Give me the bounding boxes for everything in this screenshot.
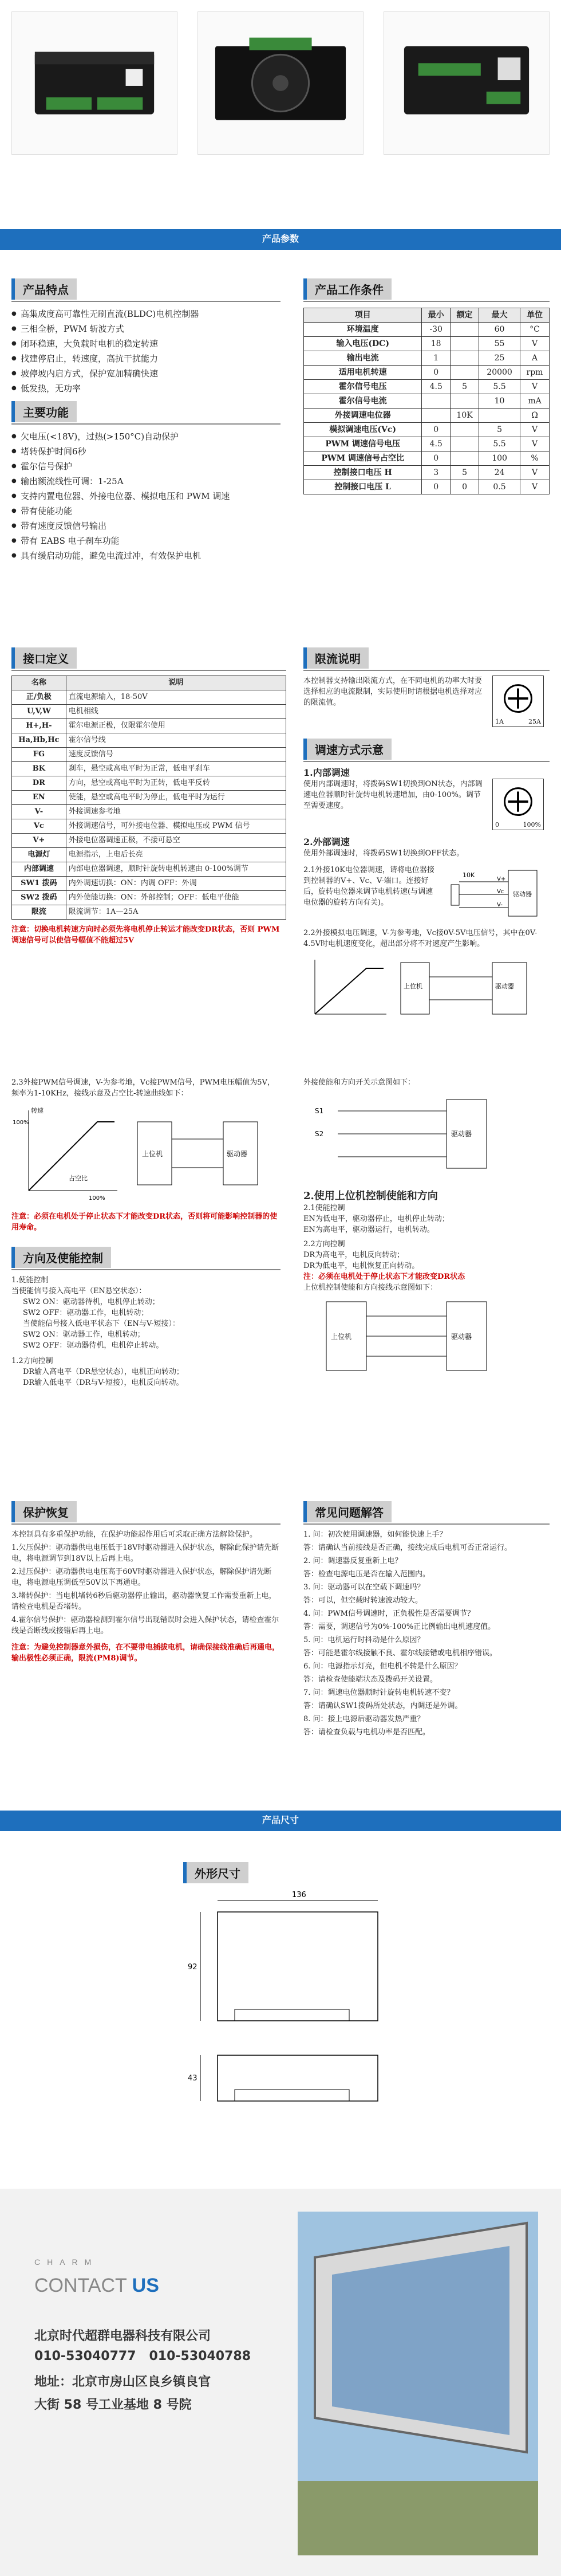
list-item: ● 高集成度高可靠性无刷直流(BLDC)电机控制器 <box>11 307 280 321</box>
list-item: 1.欠压保护：驱动器供电电压低于18V时驱动器进入保护状态，解除此保护请先断电，将电源调节到18V以上后再上电。 <box>11 1544 279 1563</box>
list-item: ● 堵转保护时间6秒 <box>11 444 280 459</box>
table-row <box>12 877 286 891</box>
interface-title: 接口定义 <box>11 647 77 669</box>
table-cell: 0 <box>422 451 451 466</box>
limit-title: 限流说明 <box>303 647 369 669</box>
table-row <box>304 394 550 409</box>
table-cell: 外接调速信号，可外接电位器、模拟电压或 PWM 信号 <box>66 819 286 834</box>
list-item: DR输入低电平（DR与V-短接），电机反向转动。 <box>23 1379 184 1387</box>
pwm-ctrl-label: 上位机 <box>142 1150 163 1158</box>
table-cell: mA <box>520 394 550 409</box>
table-cell: Ω <box>520 409 550 423</box>
billboard-photo <box>298 2212 538 2555</box>
table-cell: V+ <box>12 834 66 848</box>
table-cell: rpm <box>520 366 550 380</box>
product-photo-1 <box>11 11 177 155</box>
list-item: 当使能信号接入低电平状态下（EN与V-短接）： <box>23 1320 180 1328</box>
list-item: 答：可能是霍尔线接触不良、霍尔线接错或电机相序错误。 <box>303 1649 497 1658</box>
pc-c2: 2.2方向控制 <box>303 1240 345 1248</box>
table-cell: 输出电流 <box>304 351 422 366</box>
table-cell <box>451 351 479 366</box>
table-cell: 外接调速电位器 <box>304 409 422 423</box>
table-cell: 100 <box>479 451 520 466</box>
contact-addr1: 地址：北京市房山区良乡镇良官 <box>34 2375 211 2389</box>
contact-phones <box>34 2349 251 2363</box>
enable-note: 注意：必须在电机处于停止状态下才能改变DR状态，否则将可能影响控制器的使用寿命。 <box>11 1212 278 1232</box>
svg-text:V-: V- <box>497 902 503 908</box>
faq-section <box>303 1501 550 1738</box>
table-cell: 环境温度 <box>304 323 422 337</box>
table-cell: 25 <box>479 351 520 366</box>
table-cell <box>451 337 479 351</box>
speed-title: 调速方式示意 <box>303 739 392 760</box>
table-cell: BK <box>12 762 66 776</box>
list-item: ● 输出额流线性可调：1-25A <box>11 474 280 489</box>
table-cell: 60 <box>479 323 520 337</box>
table-row <box>304 480 550 494</box>
list-item: 4.霍尔信号保护：驱动器检测到霍尔信号出现错误时会进入保护状态，请检查霍尔线是否断线或接错后再上电。 <box>11 1616 279 1635</box>
table-cell: V <box>520 466 550 480</box>
features-section <box>11 278 280 396</box>
table-header: 名称 <box>12 676 66 690</box>
dim-depth: 43 <box>188 2074 197 2083</box>
table-cell: V <box>520 337 550 351</box>
list-item: 5. 问：电机运行时抖动是什么原因？ <box>303 1636 425 1644</box>
pc-c2b: DR为低电平，电机恢复正向转动。 <box>303 1262 420 1270</box>
protection-section <box>11 1501 280 1664</box>
table-row <box>304 423 550 437</box>
speed-inner-title: 1.内部调速 <box>303 767 350 778</box>
pwm-text: 2.3外接PWM信号调速，V-为参考地，Vc接PWM信号，PWM电压幅值为5V，频率为1-10KHz，接线示意及占空比-转速曲线如下： <box>11 1078 275 1098</box>
contact-phone1: 010-53040777 <box>34 2349 136 2363</box>
dir-list <box>11 1366 280 1388</box>
table-cell: 限流调节：1A—25A <box>66 905 286 920</box>
table-row <box>12 762 286 776</box>
s1-label: S1 <box>315 1107 324 1115</box>
table-cell <box>451 437 479 451</box>
table-cell: H+,H- <box>12 719 66 733</box>
table-cell: V <box>520 437 550 451</box>
list-item: ● 带有使能功能 <box>11 504 280 519</box>
table-cell <box>422 409 451 423</box>
table-header: 单位 <box>520 308 550 323</box>
speed-dial-icon <box>492 779 544 830</box>
list-item: ● 霍尔信号保护 <box>11 459 280 474</box>
table-cell: 输入电压(DC) <box>304 337 422 351</box>
table-cell: DR <box>12 776 66 791</box>
table-cell: 5 <box>451 380 479 394</box>
pot-label: 10K <box>463 871 475 879</box>
list-item: ● 三相全桥，PWM 斩波方式 <box>11 321 280 336</box>
list-item: 8. 问：接上电源后驱动器发热严重？ <box>303 1715 425 1723</box>
pwm-wiring-diagram <box>126 1105 269 1202</box>
table-row <box>304 466 550 480</box>
switch-wiring-diagram <box>303 1088 544 1180</box>
pwm-y-label: 转速 <box>31 1107 44 1114</box>
list-item: DR输入高电平（DR悬空状态），电机正向转动； <box>23 1368 184 1376</box>
table-cell: 使能，悬空或高电平时为停止，低电平时为运行 <box>66 791 286 805</box>
table-cell: 0.5 <box>479 480 520 494</box>
list-item: ● 闭环稳速，大负载时电机的稳定转速 <box>11 336 280 351</box>
table-row <box>12 862 286 877</box>
table-row <box>304 323 550 337</box>
table-cell: 速度反馈信号 <box>66 748 286 762</box>
contact-phone2: 010-53040788 <box>149 2349 251 2363</box>
table-cell <box>451 366 479 380</box>
list-item: ● 找建停启止，转速度，高抗干扰能力 <box>11 351 280 366</box>
table-row <box>304 337 550 351</box>
table-header: 最大 <box>479 308 520 323</box>
list-item: 2.过压保护：驱动器供电电压高于60V时驱动器进入保护状态，解除保护请先断电，将电源电压调低至50V以下再通电。 <box>11 1568 272 1587</box>
list-item: 6. 问：电源指示灯亮，但电机不转是什么原因？ <box>303 1662 462 1671</box>
table-cell <box>422 394 451 409</box>
table-cell: 内外调速切换：ON：内调 OFF：外调 <box>66 877 286 891</box>
table-cell: Vc <box>12 819 66 834</box>
table-cell: V <box>520 480 550 494</box>
table-cell: 电源指示，上电后长亮 <box>66 848 286 862</box>
conditions-table <box>303 308 550 494</box>
contact-section <box>0 2189 561 2576</box>
protection-title: 保护恢复 <box>11 1501 77 1522</box>
table-cell: Ha,Hb,Hc <box>12 733 66 748</box>
dim-width: 136 <box>292 1891 306 1899</box>
table-cell: 霍尔信号线 <box>66 733 286 748</box>
table-cell: 外接调速参考地 <box>66 805 286 819</box>
product-photos <box>0 0 561 172</box>
table-cell: 10K <box>451 409 479 423</box>
table-row <box>12 891 286 905</box>
table-cell <box>451 451 479 466</box>
table-cell: SW2 拨码 <box>12 891 66 905</box>
voltage-curve-chart <box>303 954 389 1023</box>
list-item: 3.堵转保护：当电机堵转6秒后驱动器停止输出，驱动器恢复工作需要重新上电，请检查电机是否堵转。 <box>11 1592 276 1611</box>
table-header: 最小 <box>422 308 451 323</box>
table-cell: 18 <box>422 337 451 351</box>
pc-wiring-diagram <box>303 1293 544 1379</box>
table-cell: 霍尔信号电压 <box>304 380 422 394</box>
pc-c4: 上位机控制使能和方向接线示意图如下： <box>303 1283 438 1292</box>
table-cell: 方向，悬空或高电平时为正转，低电平反转 <box>66 776 286 791</box>
table-cell: 内外使能切换：ON：外部控制；OFF：低电平使能 <box>66 891 286 905</box>
contact-heading <box>34 2275 159 2297</box>
table-cell: 5.5 <box>479 380 520 394</box>
limit-dial-min: 1A <box>495 718 504 725</box>
interface-table <box>11 676 286 920</box>
pwm-section <box>11 1077 280 1388</box>
list-item: 答：请确认当前接线是否正确，接线完成后电机可否正常运行。 <box>303 1544 512 1552</box>
driver-label-2: 驱动器 <box>495 983 514 990</box>
table-cell: SW1 拨码 <box>12 877 66 891</box>
list-item: 答：请检查使能端状态及拨码开关设置。 <box>303 1675 438 1684</box>
list-item: SW2 ON：驱动器待机，电机停止转动； <box>23 1298 160 1306</box>
contact-addr2: 大街 58 号工业基地 8 号院 <box>34 2398 192 2412</box>
table-cell: V <box>520 423 550 437</box>
dims-drawing <box>183 1883 412 2170</box>
enable-title: 方向及使能控制 <box>11 1247 111 1268</box>
table-cell: V- <box>12 805 66 819</box>
table-row <box>12 776 286 791</box>
product-photo-3 <box>384 11 550 155</box>
table-row <box>304 437 550 451</box>
enable-text1: 1.使能控制 <box>11 1276 49 1285</box>
switch-driver-label: 驱动器 <box>451 1130 472 1138</box>
table-cell: 0 <box>422 480 451 494</box>
enable-text2: 当使能信号接入高电平（EN悬空状态）： <box>11 1287 147 1295</box>
enable-diagram-section <box>303 1077 550 1381</box>
speed-ext2-text: 2.2外接模拟电压调速，V-为参考地，Vc接0V-5V电压信号，其中在0V-4.5V时电机速度变化，超出部分将不对速度产生影响。 <box>303 929 538 948</box>
params-banner: 产品参数 <box>0 229 561 250</box>
interface-section <box>11 647 286 946</box>
pwm-driver-label: 驱动器 <box>227 1150 248 1158</box>
table-row <box>12 791 286 805</box>
dims-banner: 产品尺寸 <box>0 1811 561 1831</box>
speed-outer-text: 使用外部调速时，将拨码SW1切换到OFF状态。 <box>303 849 464 858</box>
s2-label: S2 <box>315 1130 324 1138</box>
table-cell: 电机相线 <box>66 705 286 719</box>
table-row <box>304 351 550 366</box>
list-item: 答：可以，但空载时转速波动较大。 <box>303 1596 423 1605</box>
table-cell: 霍尔信号电流 <box>304 394 422 409</box>
table-cell: PWM 调速信号电压 <box>304 437 422 451</box>
speed-dial-min: 0 <box>495 821 499 828</box>
table-row <box>12 905 286 920</box>
table-row <box>12 705 286 719</box>
table-row <box>304 380 550 394</box>
table-cell: 限流 <box>12 905 66 920</box>
ctrl-label-1: 上位机 <box>404 983 422 990</box>
table-cell: U,V,W <box>12 705 66 719</box>
svg-text:Vc: Vc <box>497 889 504 895</box>
pc-driver-label: 驱动器 <box>451 1333 472 1341</box>
table-cell: 直流电源输入，18-50V <box>66 690 286 705</box>
pc-c1: 2.1使能控制 <box>303 1204 345 1212</box>
protection-text: 本控制具有多重保护功能，在保护功能起作用后可采取正确方法解除保护。 <box>11 1530 258 1539</box>
pc-c3: 注：必须在电机处于停止状态下才能改变DR状态 <box>303 1273 465 1281</box>
speed-dial-max: 100% <box>523 821 541 828</box>
table-cell: 控制接口电压 H <box>304 466 422 480</box>
contact-company: 北京时代超群电器科技有限公司 <box>34 2329 211 2343</box>
table-row <box>304 451 550 466</box>
table-cell: PWM 调速信号占空比 <box>304 451 422 466</box>
table-cell: 4.5 <box>422 380 451 394</box>
table-cell: 4.5 <box>422 437 451 451</box>
pot-wiring-diagram <box>440 865 548 922</box>
table-header: 额定 <box>451 308 479 323</box>
list-item: 2. 问：调速器反复重新上电？ <box>303 1557 402 1565</box>
pc-ctrl-title: 2.使用上位机控制使能和方向 <box>303 1190 438 1202</box>
list-item: ● 具有缓启动功能，避免电流过冲，有效保护电机 <box>11 548 280 563</box>
list-item: SW2 OFF：驱动器工作，电机转动； <box>23 1309 149 1317</box>
table-row <box>12 719 286 733</box>
faq-list <box>303 1529 550 1738</box>
table-row <box>12 748 286 762</box>
svg-text:V+: V+ <box>497 876 506 882</box>
table-cell: V <box>520 380 550 394</box>
pc-ctrl-label: 上位机 <box>331 1333 352 1341</box>
list-item: ● 低发热，无功率 <box>11 381 280 396</box>
table-cell: 0 <box>422 366 451 380</box>
list-item: 答：请确认SW1拨码所处状态，内调还是外调。 <box>303 1702 463 1710</box>
analog-wiring-diagram <box>395 954 532 1023</box>
table-row <box>304 366 550 380</box>
list-item: 答：请检查负载与电机功率是否匹配。 <box>303 1728 430 1737</box>
functions-section <box>11 401 280 563</box>
product-photo-2 <box>197 11 364 155</box>
enable-diagram-text: 外接使能和方向开关示意图如下： <box>303 1078 416 1087</box>
functions-list <box>11 429 280 563</box>
table-cell: 0 <box>451 480 479 494</box>
limit-section <box>303 647 550 1023</box>
list-item: 3. 问：驱动器可以在空载下调速吗？ <box>303 1583 425 1592</box>
table-row <box>12 805 286 819</box>
protection-list <box>11 1542 280 1636</box>
list-item: 1. 问：初次使用调速器，如何能快速上手？ <box>303 1530 447 1539</box>
limit-dial-max: 25A <box>528 718 541 725</box>
dims-title: 外形尺寸 <box>183 1862 248 1883</box>
table-row <box>12 834 286 848</box>
table-cell: % <box>520 451 550 466</box>
list-item: ● 支持内置电位器、外接电位器、模拟电压和 PWM 调速 <box>11 489 280 504</box>
contact-eng: CHARM <box>34 2257 98 2267</box>
table-cell: 1 <box>422 351 451 366</box>
table-row <box>12 690 286 705</box>
list-item: ● 欠电压(<18V)，过热(>150°C)自动保护 <box>11 429 280 444</box>
functions-title: 主要功能 <box>11 401 77 422</box>
table-row <box>12 819 286 834</box>
features-title: 产品特点 <box>11 278 77 300</box>
interface-note: 注意：切换电机转速方向时必须先将电机停止转运才能改变DR状态，否则 PWM 调速信号可以使信号幅值不能超过5V <box>11 925 280 945</box>
list-item: ● 带有 EABS 电子刹车功能 <box>11 533 280 548</box>
table-cell: 正/负极 <box>12 690 66 705</box>
table-cell: 3 <box>422 466 451 480</box>
list-item: 4. 问：PWM信号调速时，正负极性是否需要调节？ <box>303 1609 475 1618</box>
list-item: SW2 OFF：驱动器待机，电机停止转动。 <box>23 1341 164 1350</box>
pc-c1b: EN为高电平，驱动器运行，电机转动。 <box>303 1226 434 1234</box>
table-cell: 20000 <box>479 366 520 380</box>
table-cell: 5 <box>451 466 479 480</box>
enable-sw-list <box>11 1297 280 1351</box>
table-cell: 外接电位器调速正极，不接可悬空 <box>66 834 286 848</box>
table-header: 说明 <box>66 676 286 690</box>
table-cell: 控制接口电压 L <box>304 480 422 494</box>
table-cell: 10 <box>479 394 520 409</box>
table-cell: FG <box>12 748 66 762</box>
limit-text: 本控制器支持输出限流方式，在不同电机的功率大时要选择相应的电流限制，实际使用时请根据电机选择对应的限流值。 <box>303 677 483 707</box>
table-cell <box>451 323 479 337</box>
list-item: ● 坡停坡内启方式，保护宽加精确快速 <box>11 366 280 381</box>
protection-note: 注意：为避免控制器意外损伤，在不要带电插拔电机，请确保接线准确后再通电，输出极性必须正确，限流(PM8)调节。 <box>11 1643 280 1663</box>
speed-ext1-text: 2.1外接10K电位器调速，请将电位器接到控制器的V+、Vc、V-端口。连接好后，旋转电位器来调节电机转速(与调速电位器的旋转方向有关)。 <box>303 866 434 907</box>
list-item: ● 带有速度反馈信号输出 <box>11 519 280 533</box>
list-item: SW2 ON：驱动器工作，电机转动； <box>23 1330 145 1339</box>
speed-outer-title: 2.外部调速 <box>303 837 350 847</box>
table-cell: 适用电机转速 <box>304 366 422 380</box>
table-cell: EN <box>12 791 66 805</box>
table-cell: °C <box>520 323 550 337</box>
table-cell: 霍尔电源正极，仅限霍尔使用 <box>66 719 286 733</box>
pc-c2a: DR为高电平，电机反向转动； <box>303 1251 405 1259</box>
dims-section <box>183 1862 412 2172</box>
table-cell: 刹车，悬空或高电平时为正常，低电平刹车 <box>66 762 286 776</box>
pwm-curve-chart <box>11 1105 120 1202</box>
list-item: 答：需要，调速信号为0%-100%正比例输出电机速度值。 <box>303 1623 496 1631</box>
table-row <box>12 733 286 748</box>
contact-title2: US <box>132 2275 159 2296</box>
table-row <box>12 848 286 862</box>
pc-c1a: EN为低电平，驱动器停止，电机停止转动； <box>303 1215 449 1223</box>
table-cell: 内部调速 <box>12 862 66 877</box>
features-list <box>11 307 280 396</box>
list-item: 答：检查电源电压是否在输入范围内。 <box>303 1570 430 1578</box>
table-header: 项目 <box>304 308 422 323</box>
table-cell <box>451 394 479 409</box>
driver-label: 驱动器 <box>513 890 532 898</box>
table-cell <box>479 409 520 423</box>
pwm-y100: 100% <box>13 1120 29 1126</box>
faq-title: 常见问题解答 <box>303 1501 392 1522</box>
table-cell: 5.5 <box>479 437 520 451</box>
pwm-x100: 100% <box>89 1195 105 1201</box>
contact-title1: CONTACT <box>34 2275 127 2296</box>
list-item: 7. 问：调速电位器顺时针旋转电机转速不变？ <box>303 1688 455 1697</box>
dir-title: 1.2方向控制 <box>11 1357 53 1365</box>
table-cell: 24 <box>479 466 520 480</box>
dim-height: 92 <box>188 1963 197 1972</box>
table-row <box>304 409 550 423</box>
table-cell: 5 <box>479 423 520 437</box>
table-cell: 内部电位器调速，顺时针旋转电机转速由 0-100%调节 <box>66 862 286 877</box>
limit-dial-icon <box>492 676 544 727</box>
table-cell: 电源灯 <box>12 848 66 862</box>
conditions-title: 产品工作条件 <box>303 278 392 300</box>
table-cell: A <box>520 351 550 366</box>
table-cell <box>451 423 479 437</box>
speed-inner-text: 使用内部调速时，将拨码SW1切换到ON状态，内部调速电位器顺时针旋转电机转速增加，由0-100%。调节至需要速度。 <box>303 780 483 810</box>
pwm-x-label: 占空比 <box>69 1175 88 1182</box>
table-cell: -30 <box>422 323 451 337</box>
table-cell: 0 <box>422 423 451 437</box>
table-cell: 模拟调速电压(Vc) <box>304 423 422 437</box>
table-cell: 55 <box>479 337 520 351</box>
conditions-section <box>303 278 550 494</box>
